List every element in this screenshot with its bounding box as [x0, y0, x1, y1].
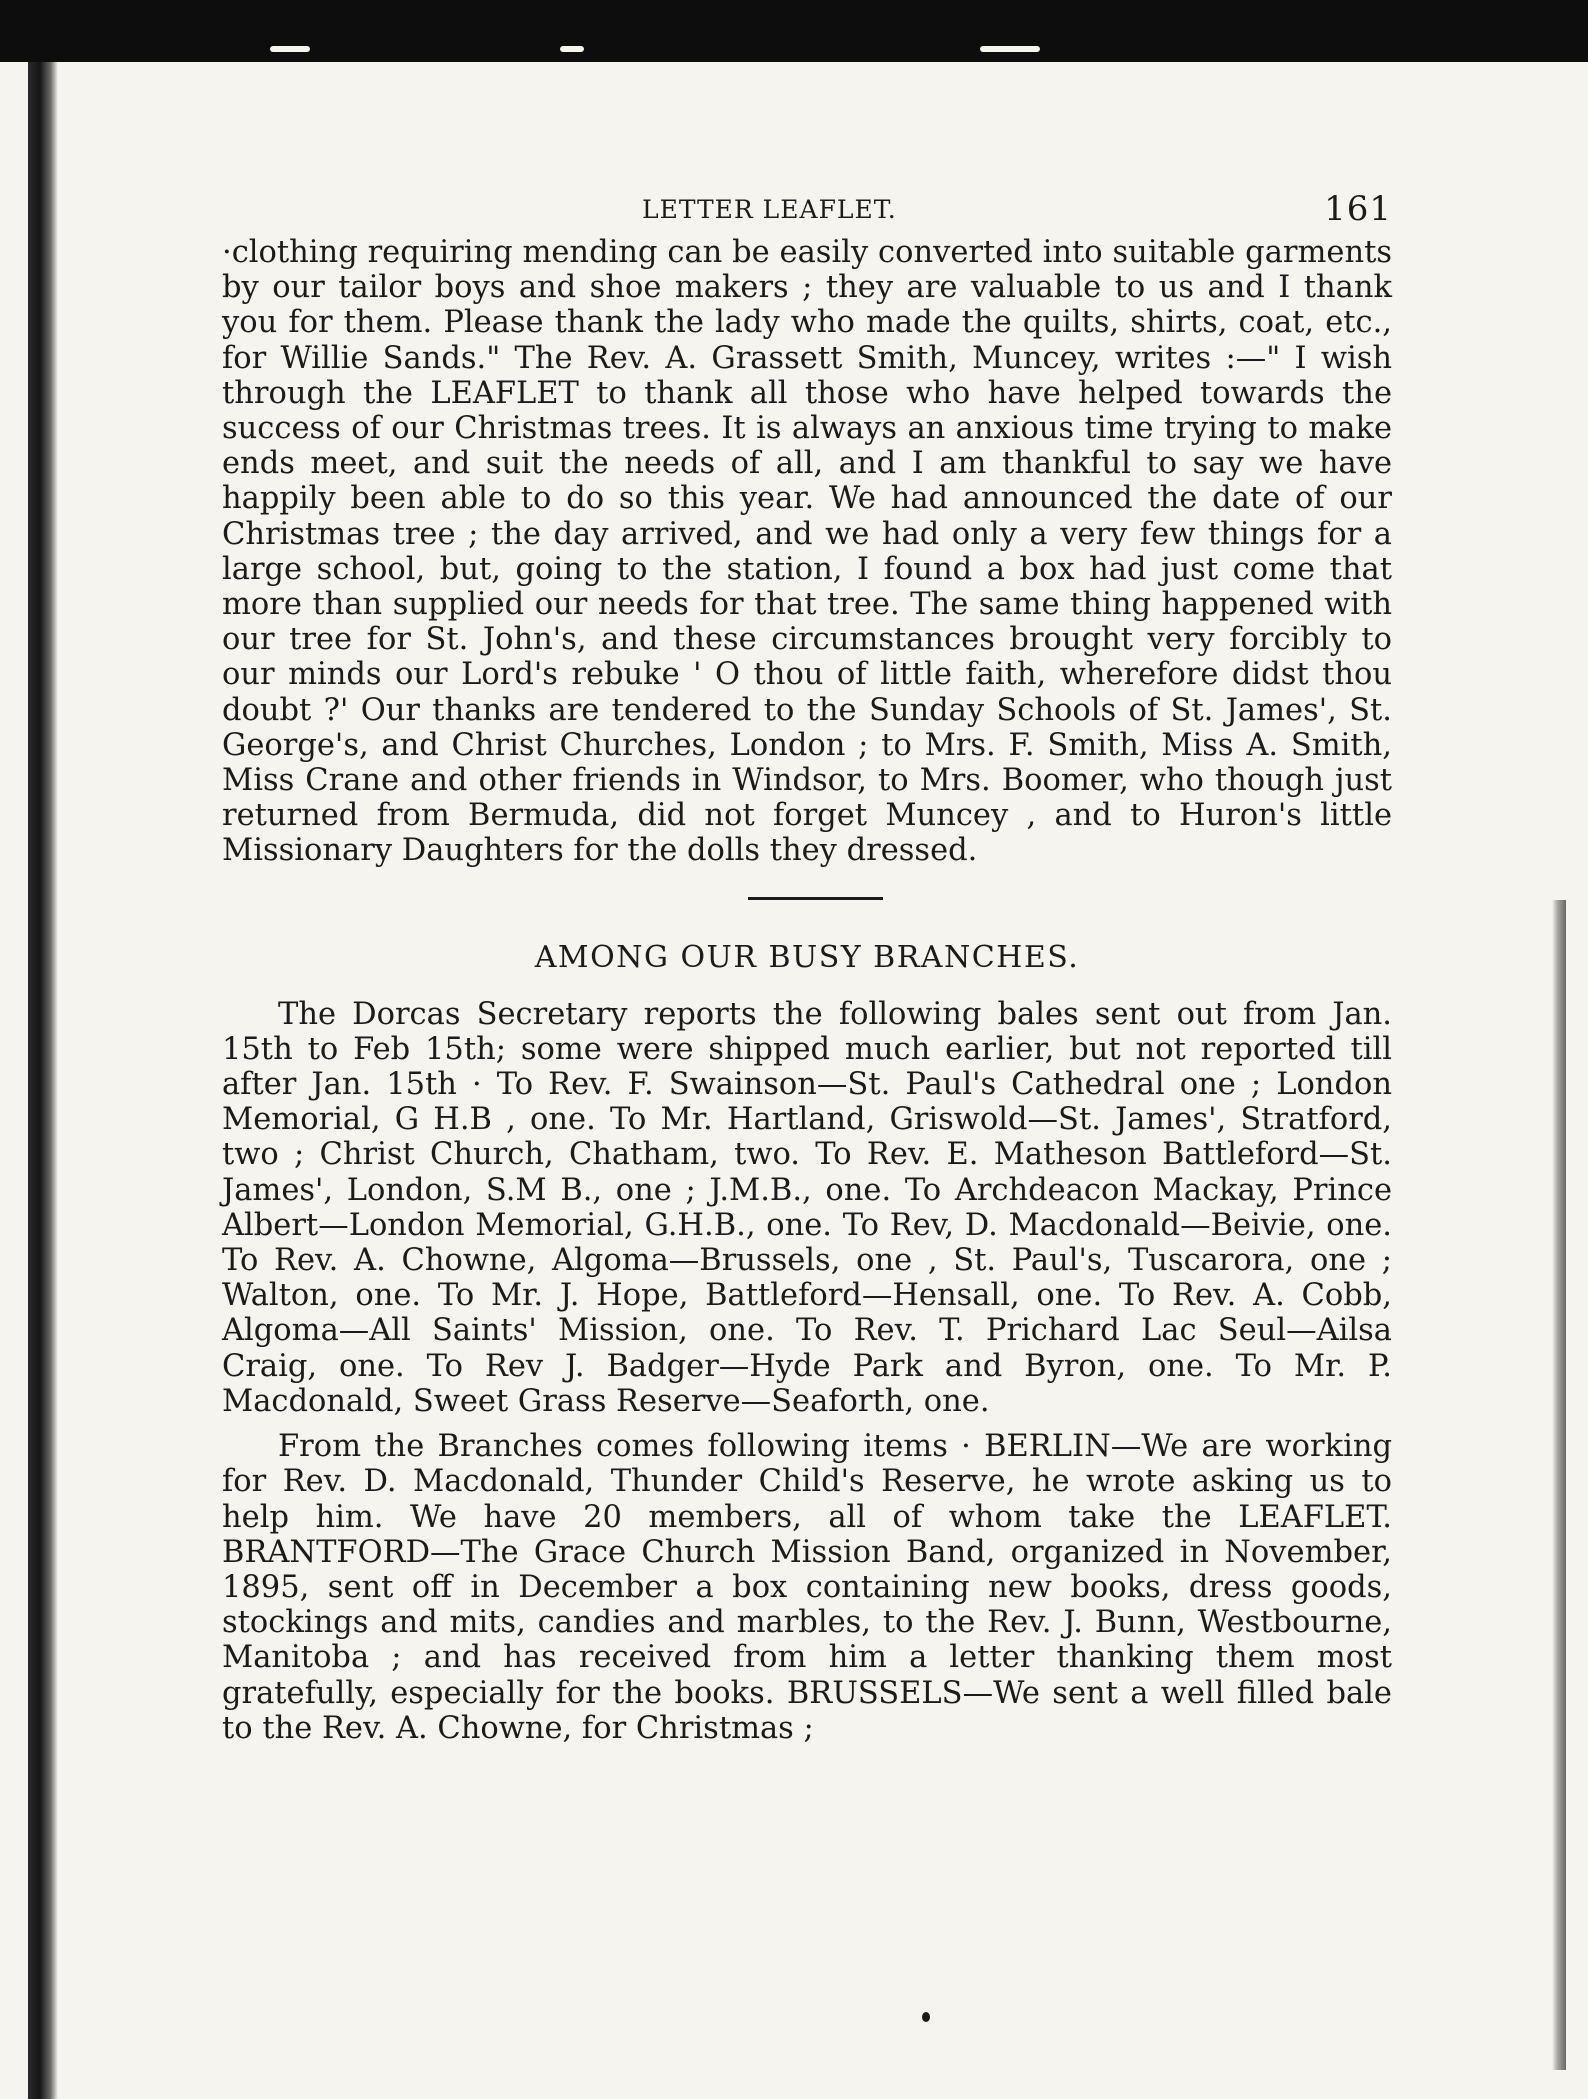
scan-speck: [922, 2012, 930, 2022]
scan-speck: [270, 46, 310, 52]
paragraph-muncey-letter: ·clothing requiring mending can be easily converted into suitable garments by our tailor boys and shoe makers ; they are valuable to us and I thank you for them. Please thank the lady who made the quilts, shirts, coat, etc., for Willie Sands." The Rev. A. Grassett Smith, Muncey, writes :—" I wish through the LEAFLET to thank all those who have helped towards the success of our Christmas trees. It is always an anxious time trying to make ends meet, and suit the needs of all, and I am thankful to say we have happily been able to do so this year. We had announced the date of our Christmas tree ; the day arrived, and we had only a very few things for a large school, but, going to the station, I found a box had just come that more than supplied our needs for that tree. The same thing happened with our tree for St. John's, and these circumstances brought very forcibly to our minds our Lord's rebuke ' O thou of little faith, wherefore didst thou doubt ?' Our thanks are tendered to the Sunday Schools of St. James', St. George's, and Christ Churches, London ; to Mrs. F. Smith, Miss A. Smith, Miss Crane and other friends in Windsor, to Mrs. Boomer, who though just returned from Bermuda, did not forget Muncey , and to Huron's little Missionary Daughters for the dolls they dressed.: [222, 235, 1392, 869]
section-divider: [748, 897, 883, 900]
scan-top-border: [0, 0, 1588, 62]
document-page: [222, 185, 1392, 1746]
scan-binding-edge: [28, 62, 58, 2099]
running-head: [222, 185, 1392, 235]
scan-right-edge: [1552, 900, 1566, 2070]
running-title: LETTER LEAFLET.: [642, 195, 897, 224]
section-heading: AMONG OUR BUSY BRANCHES.: [534, 939, 1080, 975]
page-number: 161: [1324, 189, 1392, 229]
paragraph-gap: [222, 1419, 1392, 1429]
scan-speck: [560, 46, 584, 52]
paragraph-dorcas-report: The Dorcas Secretary reports the following bales sent out from Jan. 15th to Feb 15th; some were shipped much earlier, but not reported till after Jan. 15th · To Rev. F. Swainson—St. Paul's Cathedral one ; London Memorial, G H.B , one. To Mr. Hartland, Griswold—St. James', Stratford, two ; Christ Church, Chatham, two. To Rev. E. Matheson Battleford—St. James', London, S.M B., one ; J.M.B., one. To Archdeacon Mackay, Prince Albert—London Memorial, G.H.B., one. To Rev, D. Macdonald—Beivie, one. To Rev. A. Chowne, Algoma—Brussels, one , St. Paul's, Tuscarora, one ; Walton, one. To Mr. J. Hope, Battleford—Hensall, one. To Rev. A. Cobb, Algoma—All Saints' Mission, one. To Rev. T. Prichard Lac Seul—Ailsa Craig, one. To Rev J. Badger—Hyde Park and Byron, one. To Mr. P. Macdonald, Sweet Grass Reserve—Seaforth, one.: [222, 996, 1392, 1419]
scan-speck: [980, 46, 1040, 52]
paragraph-branch-items: From the Branches comes following items · BERLIN—We are working for Rev. D. Macdonald, Thunder Child's Reserve, he wrote asking us to help him. We have 20 members, all of whom take the LEAFLET. BRANTFORD—The Grace Church Mission Band, organized in November, 1895, sent off in December a box containing new books, dress goods, stockings and mits, candies and marbles, to the Rev. J. Bunn, Westbourne, Manitoba ; and has received from him a letter thanking them most gratefully, especially for the books. BRUSSELS—We sent a well filled bale to the Rev. A. Chowne, for Christmas ;: [222, 1429, 1392, 1746]
